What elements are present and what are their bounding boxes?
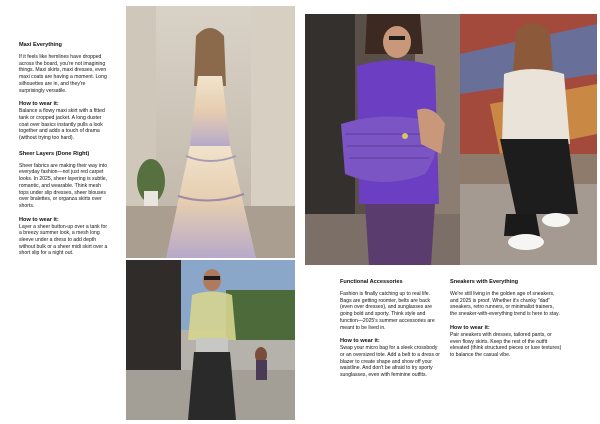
- sheer-how-text: Layer a sheer button-up over a tank for a breezy summer look, a mesh long sleeve under a dress to add depth without bulk or a sheer midi skirt over a short slip for a night out.: [19, 223, 108, 257]
- accessories-text-column: [340, 279, 443, 379]
- sneakers-intro: We're still living in the golden age of sneakers, and 2025 is proof. Whether it's chunky "dad" sneakers, retro runners, or minimalist trainers, the sneaker-with-everything trend is here to stay.: [450, 291, 560, 318]
- accessories-intro: Fashion is finally catching up to real life. Bags are getting roomier, belts are back (even over dresses), and sunglasses are going bold and sporty. Think style and function—2025's summer accessories are meant to be lived in.: [340, 291, 435, 331]
- accessories-title: Functional Accessories: [340, 279, 403, 285]
- sheer-title: Sheer Layers (Done Right): [19, 150, 90, 157]
- sneakers-photo: [460, 14, 597, 265]
- sneakers-title: Sneakers with Everything: [450, 279, 519, 285]
- maxi-how-text: Balance a flowy maxi skirt with a fitted tank or cropped jacket. A long duster coat over basics instantly pulls a look together and adds a touch of drama (without trying too hard).: [19, 108, 105, 142]
- maxi-intro: If it feels like hemlines have dropped across the board, you're not imagining things. Maxi skirts, maxi dresses, even maxi coats are having a moment. Long silhouettes are in, and they're surprisingly versatile.: [19, 54, 107, 94]
- sheer-layers-photo: [126, 260, 295, 420]
- functional-accessories-photo: [305, 14, 460, 265]
- maxi-dress-photo: [126, 6, 295, 258]
- sneakers-how-text: Pair sneakers with dresses, tailored pants, or even flowy skirts. Keep the rest of the outfit elevated (think structured pieces or luxe textures) to balance the casual vibe.: [450, 331, 562, 358]
- sheer-how-label: How to wear it:: [19, 216, 59, 223]
- sheer-intro: Sheer fabrics are making their way into everyday fashion—not just red carpet looks. In 2025, sheer layering is subtle, romantic, and wearable. Think mesh tops under slip dresses, sheer blouses over bralettes, or organza skirts over shorts.: [19, 162, 108, 209]
- sneakers-text-column: [450, 279, 562, 359]
- accessories-how-text: Swap your micro bag for a sleek crossbody or an oversized tote. Add a belt to a dress or blazer to create shape and show off your waistline. And don't be afraid to try sporty sunglasses, even with feminine outfits.: [340, 345, 440, 379]
- maxi-how-label: How to wear it:: [19, 101, 59, 108]
- left-text-column: [19, 42, 109, 257]
- maxi-title: Maxi Everything: [19, 42, 62, 48]
- sneakers-how-label: How to wear it:: [450, 324, 490, 331]
- accessories-how-label: How to wear it:: [340, 338, 380, 345]
